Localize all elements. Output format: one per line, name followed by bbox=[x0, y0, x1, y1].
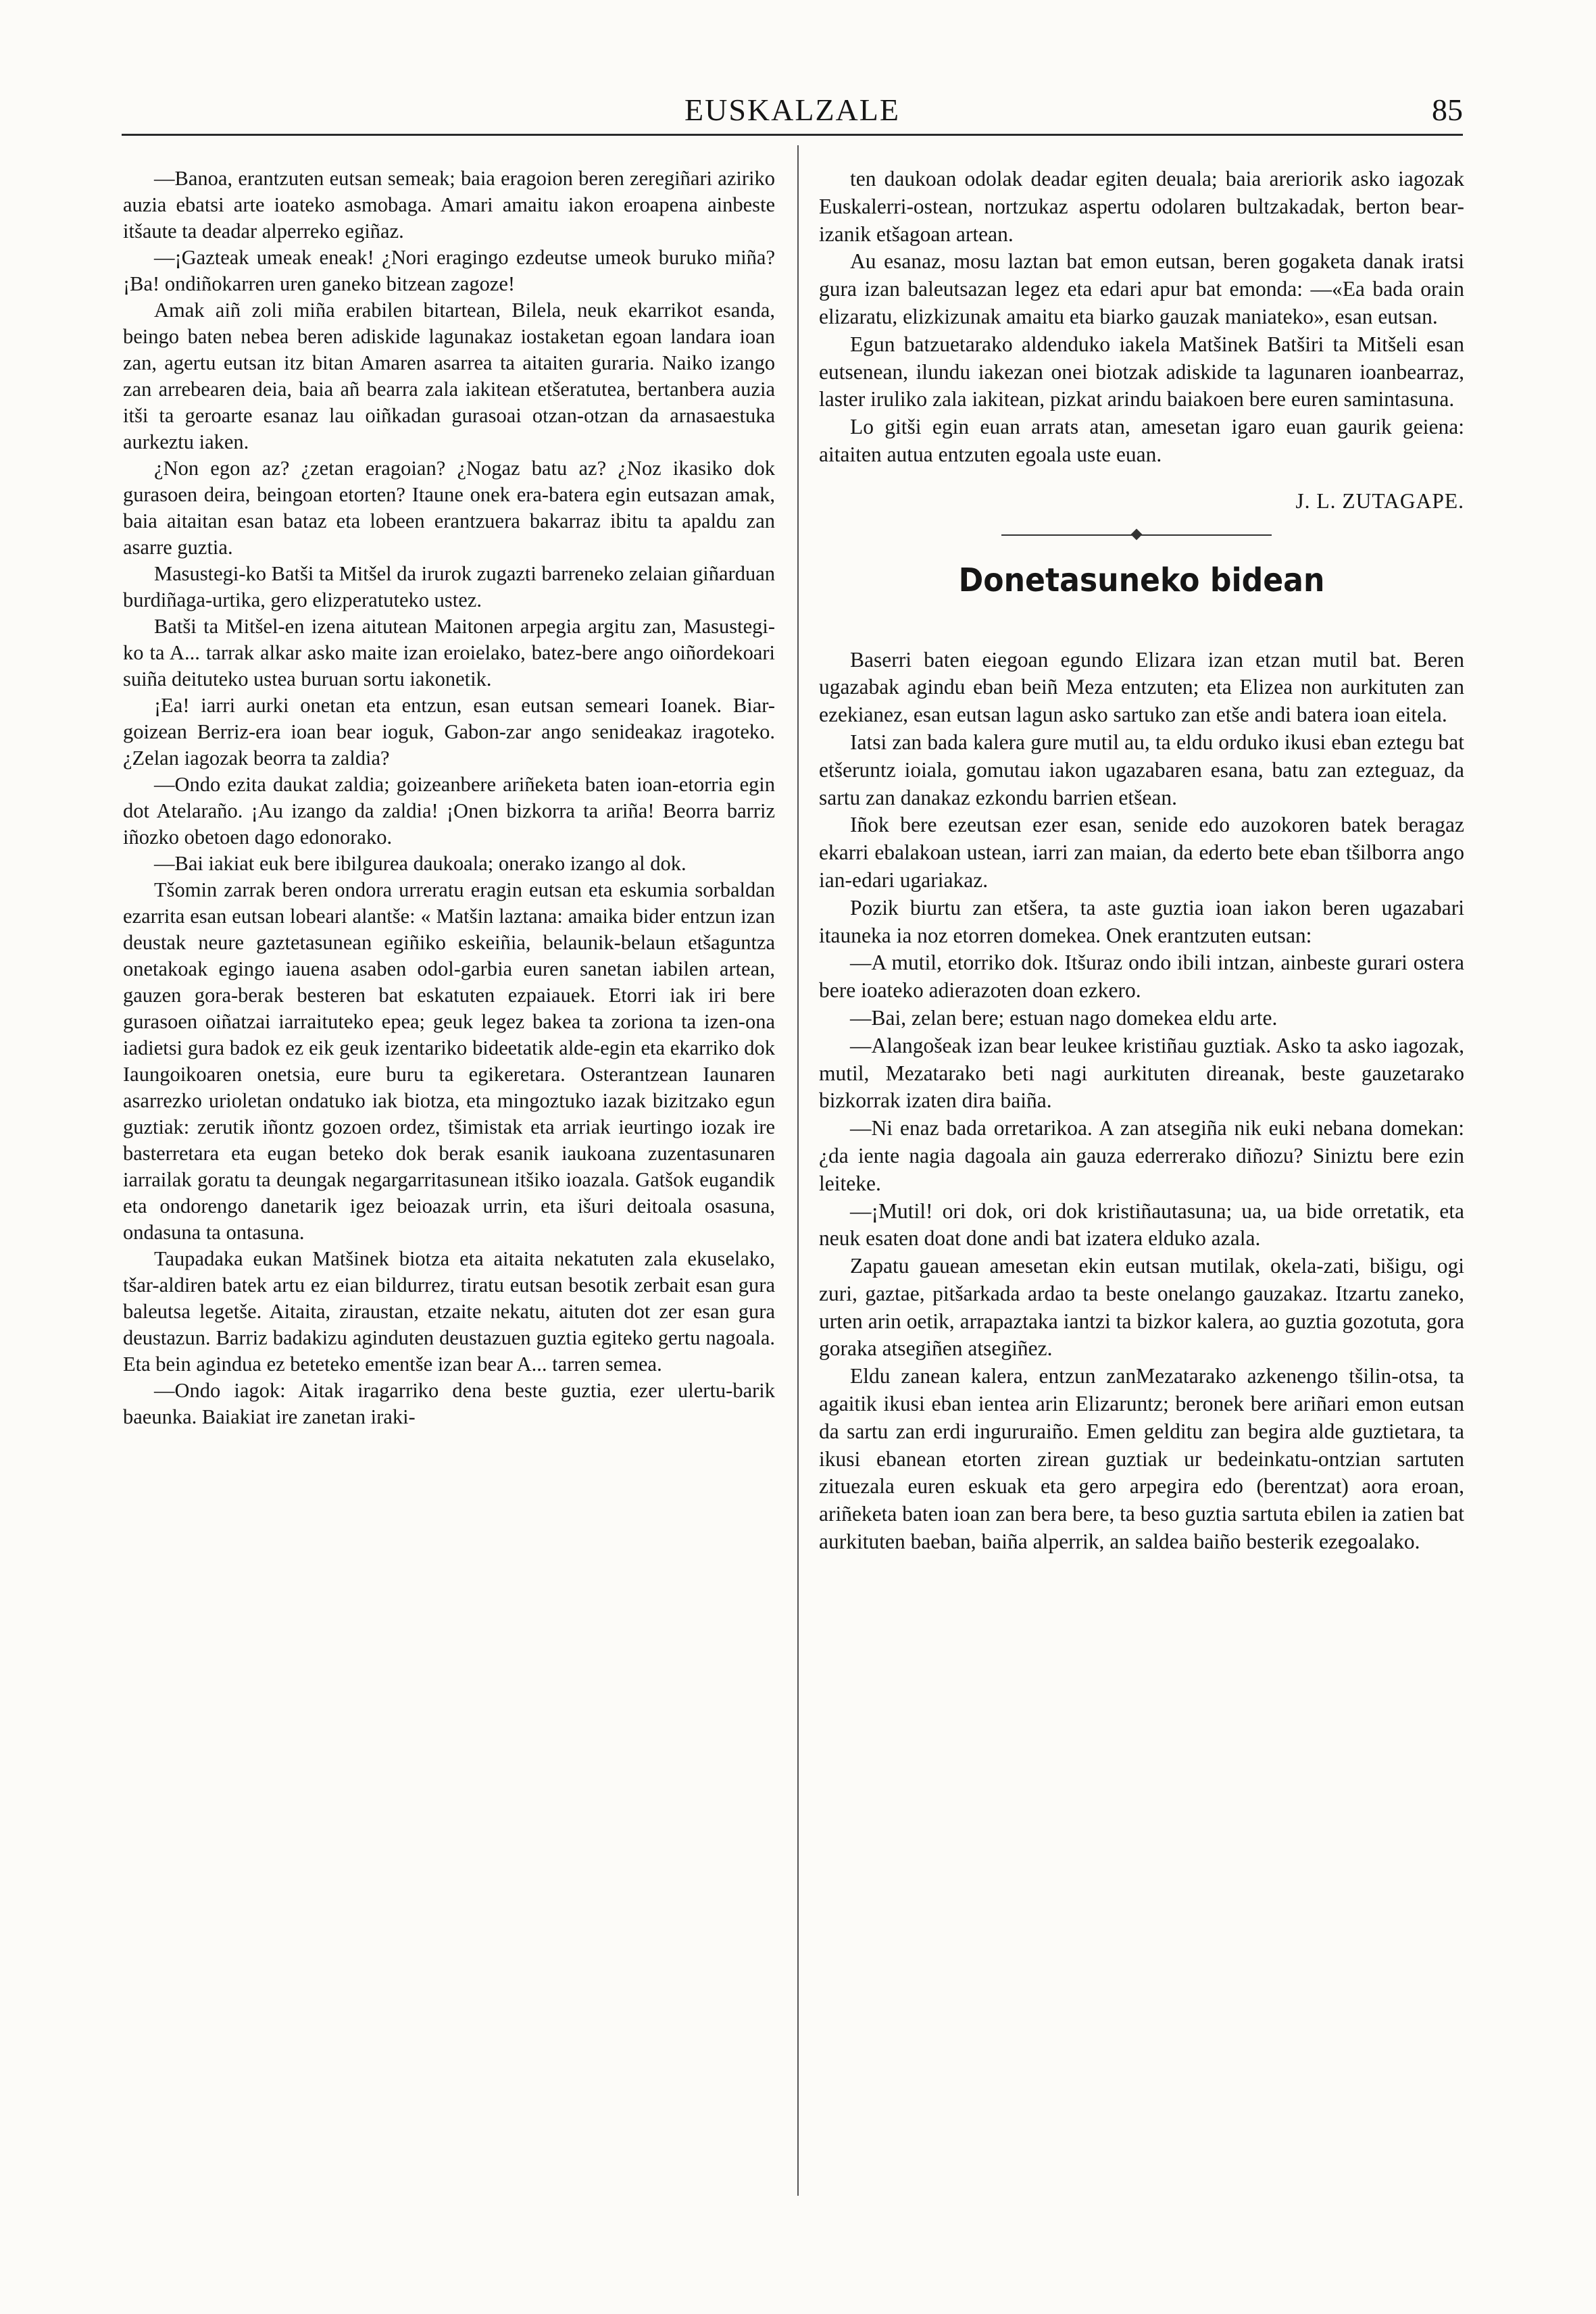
right-column bbox=[819, 166, 1464, 1556]
paragraph: Batši ta Mitšel-en izena aitutean Maitonen arpegia argitu zan, Masustegi-ko ta A... tarrak alkar asko maite izan eroielako, batez-bere ango oiñordekoari suiña deituteko ustea buruan sortu iakonetik. bbox=[123, 615, 775, 690]
paragraph: Pozik biurtu zan etšera, ta aste guztia ioan iakon beren ugazabari itauneka ia noz etorren domekea. Onek erantzuten eutsan: bbox=[819, 895, 1464, 947]
paragraph: Iñok bere ezeutsan ezer esan, senide edo auzokoren batek beragaz ekarri ebalakoan ustean, iarri zan maian, da ederto bete eban tšilborra ango ian-edari ugariakaz. bbox=[819, 813, 1464, 892]
paragraph: —Ondo iagok: Aitak iragarriko dena beste guztia, ezer ulertu-barik baeunka. Baiakiat ire zanetan iraki- bbox=[123, 1379, 775, 1428]
paragraph: Zapatu gauean amesetan ekin eutsan mutilak, okela-zati, bišigu, ogi zuri, gaztae, pitšarkada ardao ta beste onelango gauzakaz. Itzartu zaneko, urten arin oetik, arrapaztaka iantzi ta bizkor kalera, ao guztia gozotuta, gora goraka atsegiñen atsegiñez. bbox=[819, 1254, 1464, 1361]
section-ornament bbox=[819, 526, 1464, 543]
article-title: Donetasuneko bidean bbox=[958, 561, 1325, 599]
author-signature: J. L. ZUTAGAPE. bbox=[1295, 488, 1464, 513]
diamond-icon bbox=[1131, 528, 1143, 540]
paragraph: —Bai, zelan bere; estuan nago domekea eldu arte. bbox=[850, 1005, 1278, 1030]
paragraph: Taupadaka eukan Matšinek biotza eta aitaita nekatuten zala ekuselako, tšar-aldiren batek artu ez eian bildurrez, tiratu eutsan besotik zerbait esan gura baleutsa legetše. Aitaita, ziraustan, etzaite nekatu, aituten dot zer esan gura deustazun. Barriz badakizu aginduten deustazuen guztia egiteko gertu nagoala. Eta bein agindua ez beteteko ementše izan bear A... tarren semea. bbox=[123, 1247, 775, 1376]
paragraph: —¡Mutil! ori dok, ori dok kristiñautasuna; ua, ua bide orretatik, eta neuk esaten doat done andi bat izatera elduko azala. bbox=[819, 1199, 1464, 1251]
paragraph: —Ni enaz bada orretarikoa. A zan atsegiña nik euki nebana domekan: ¿da iente nagia dagoala ain gauza ederrerako diñozu? Siniztu bere ezin leiteke. bbox=[819, 1116, 1464, 1195]
paragraph: Masustegi-ko Batši ta Mitšel da irurok zugazti barreneko zelaian giñarduan burdiñaga-urtika, gero elizperatuteko ustez. bbox=[123, 562, 775, 611]
paragraph: —Ondo ezita daukat zaldia; goizeanbere ariñeketa baten ioan-etorria egin dot Atelaraño. ¡Au izango da zaldia! ¡Onen bizkorra ta ariña! Beorra barriz iñozko obetoen dago edonorako. bbox=[123, 773, 775, 849]
paragraph: ten daukoan odolak deadar egiten deuala; baia areriorik asko iagozak Euskalerri-ostean, nortzukaz aspertu odolaren bultzakadak, berton bear-izanik etšagoan artean. bbox=[819, 167, 1464, 246]
paragraph: —Alangošeak izan bear leukee kristiñau guztiak. Asko ta asko iagozak, mutil, Mezatarako beti nagi aurkituten direanak, beste gauzetarako bizkorrak izaten dira baiña. bbox=[819, 1033, 1464, 1113]
paragraph: Eldu zanean kalera, entzun zanMezatarako azkenengo tšilin-otsa, ta agaitik ikusi eban ientea arin Elizaruntz; beronek bere ariñari emon eutsan da sartu zan erdi ingururaiño. Emen gelditu zan begira alde guztietara, ta ikusi ebanean etorten zirean guztiak ur bedeinkatu-ontzian sartuten zituezala euren eskuak eta gero arpegira edo (berentzat) aora eroan, ariñeketa baten ioan zan bera bere, ta beso guztia sartuta ebilen ia zatien bat aurkituten baeban, baiña alperrik, an saldea baiño besterik ezegoalako. bbox=[819, 1364, 1465, 1554]
paragraph: ¿Non egon az? ¿zetan eragoian? ¿Nogaz batu az? ¿Noz ikasiko dok gurasoen deira, beingoan etorten? Itaune onek era-batera egin eutsazan amak, baia aitaitan esan bataz eta lobeen erantzuera bakarraz ibitu ta apaldu zan asarre guztia. bbox=[123, 457, 775, 559]
page-number: 85 bbox=[1432, 93, 1463, 127]
paragraph: —Bai iakiat euk bere ibilgurea daukoala; onerako izango al dok. bbox=[154, 852, 687, 875]
paragraph: ¡Ea! iarri aurki onetan eta entzun, esan eutsan semeari Ioanek. Biar-goizean Berriz-era ioan bear ioguk, Gabon-zar ango senideakaz iragoteko. ¿Zelan iagozak beorra ta zaldia? bbox=[123, 694, 775, 770]
paragraph: Tšomin zarrak beren ondora urreratu eragin eutsan eta eskumia sorbaldan ezarrita esan eutsan lobeari alantše: « Matšin laztana: amaika bider entzun izan deustak neure gaztetasunean egiñiko eskeiñia, belaunik-belaun etšaguntza onetakoak egingo iauena asaben odol-garbia euren sanetan iabilen artean, gauzen gora-berak besteren bat eskatuten ezpaiauek. Etorri iak iri bere gurasoen oiñatzai iarraituteko epea; geuk legez bakea ta zoriona ta izen-ona iadietsi gura badok ez eik geuk izentariko bideetatik alde-egin eta ekarriko dok Iaungoikoaren onetsia, eure buru ta egikeretara. Osterantzean Iaunaren asarrezko urioletan ondatuko iak biotza, eta mingoztuko iazak bizitzako egun guztiak: zerutik iñontz gozoen ordez, tšimistak eta arriak ieurtingo iozak ire basterretara eta eugan beteko dok berak esanik iaukoana zuzentasunaren iarrailak goratu ta deungak negargarritasunean itšiko ioazala. Gatšok eugandik eta ondorengo danetarik igez beioazak urrin, eta išuri deitoala osasuna, ondasuna ta ontasuna. bbox=[123, 878, 775, 1244]
left-column bbox=[123, 166, 775, 1430]
paragraph: Amak aiñ zoli miña erabilen bitartean, Bilela, neuk ekarrikot esanda, beingo baten nebea beren adiskide lagunakaz iostaketan egoan landara ioan zan, agertu eutsan itz bitan Amaren asarrea ta aitaiten guraria. Naiko izango zan arrebearen deia, baia añ bearra zala iakitean etšeratutea, bertanbera auzia itši ta geroarte esanaz lau oiñkadan gurasoai otzan-otzan da arnasaestuka aurkeztu iaken. bbox=[123, 299, 775, 453]
paragraph: Egun batzuetarako aldenduko iakela Matšinek Batširi ta Mitšeli esan eutsenean, ilundu iakezan onei biotzak adiskide ta lagunaren ioanbearraz, laster iruliko zala iakitean, pizkat arindu baiakoen bere euren samintasuna. bbox=[819, 332, 1464, 411]
running-title: EUSKALZALE bbox=[684, 93, 900, 127]
paragraph: —¡Gazteak umeak eneak! ¿Nori eragingo ezdeutse umeok buruko miña? ¡Ba! ondiñokarren uren ganeko bitzean zagoze! bbox=[123, 246, 775, 295]
paragraph: —Banoa, erantzuten eutsan semeak; baia eragoion beren zeregiñari aziriko auzia ebatsi arte ioateko asmobaga. Amari amaitu iakon eroapena ainbeste itšaute ta deadar alperreko egiñaz. bbox=[123, 167, 775, 243]
paragraph: Baserri baten eiegoan egundo Elizara izan etzan mutil bat. Beren ugazabak agindu eban beiñ Meza entzuten; eta Elizea non aurkituten zan ezekianez, esan eutsan lagun asko sartuko zan etše andi batera ioan eitela. bbox=[819, 647, 1464, 727]
paragraph: Iatsi zan bada kalera gure mutil au, ta eldu orduko ikusi eban eztegu bat etšeruntz ioiala, gomutau iakon ugazabaren esana, batu zan ezteguaz, da sartu zan danakaz ezkondu barrien etšean. bbox=[819, 730, 1464, 809]
paragraph: Lo gitši egin euan arrats atan, amesetan igaro euan gaurik geiena: aitaiten autua entzuten egoala uste euan. bbox=[819, 415, 1464, 466]
running-header bbox=[122, 86, 1463, 136]
paragraph: Au esanaz, mosu laztan bat emon eutsan, beren gogaketa danak iratsi gura izan baleutsazan legez eta edari apur bat emonda: —«Ea bada orain elizaratu, elizkizunak amaitu eta biarko gauzak maniateko», esan eutsan. bbox=[819, 249, 1464, 328]
paragraph: —A mutil, etorriko dok. Itšuraz ondo ibili intzan, ainbeste gurari ostera bere ioateko adierazoten doan ezkero. bbox=[819, 951, 1464, 1003]
column-divider bbox=[797, 145, 799, 2196]
